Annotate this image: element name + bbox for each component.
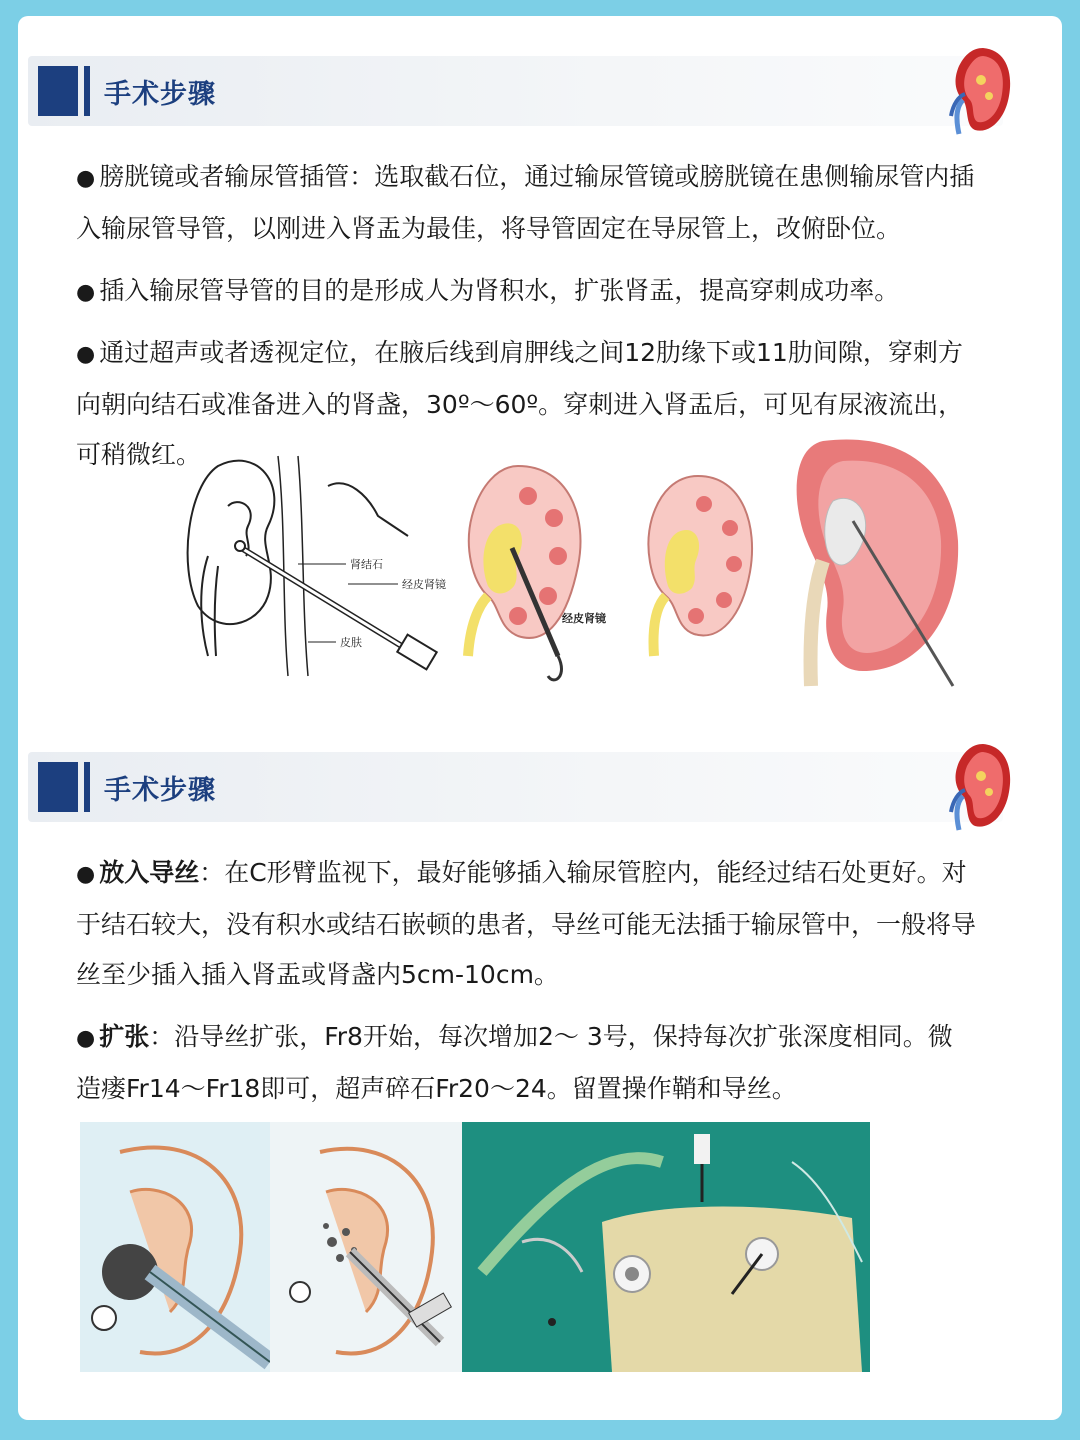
label-nephroscope: 经皮肾镜 — [402, 578, 446, 591]
bullet-icon: ● — [76, 862, 96, 887]
kidney-diagram-pair — [458, 456, 758, 686]
bullet-icon: ● — [76, 280, 96, 305]
header-block — [38, 762, 78, 812]
header-block — [38, 66, 78, 116]
item-dilation — [76, 1012, 976, 1114]
operation-photo — [462, 1122, 870, 1372]
paragraph-1 — [76, 152, 976, 254]
bullet-icon: ● — [76, 342, 96, 367]
item-guidewire — [76, 848, 976, 1000]
label-nephroscope-2: 经皮肾镜 — [562, 612, 606, 625]
item-keyword: 扩张 — [99, 1022, 150, 1051]
bullet-icon: ● — [76, 1026, 96, 1051]
paragraph-text: 通过超声或者透视定位，在腋后线到肩胛线之间12肋缘下或11肋间隙，穿刺方向朝向结石或准备进入的肾盏，30º～60º。穿刺进入肾盂后，可见有尿液流出，可稍微红。 — [76, 338, 964, 469]
dilation-diagram-1 — [80, 1122, 270, 1372]
puncture-diagram — [178, 446, 446, 676]
item-text: ：沿导丝扩张，Fr8开始，每次增加2～ 3号，保持每次扩张深度相同。微造瘘Fr14～Fr18即可，超声碎石Fr20～24。留置操作鞘和导丝。 — [76, 1022, 953, 1103]
section-title: 手术步骤 — [104, 775, 216, 806]
header-bar — [84, 66, 90, 116]
bullet-icon: ● — [76, 166, 96, 191]
kidney-icon — [945, 44, 1015, 136]
paragraph-2 — [76, 266, 976, 318]
section-title: 手术步骤 — [104, 79, 216, 110]
page — [18, 16, 1062, 1420]
item-keyword: 放入导丝 — [99, 858, 200, 887]
kidney-section-illustration — [783, 431, 963, 691]
header-bar — [84, 762, 90, 812]
dilation-diagram-2 — [270, 1122, 462, 1372]
label-stone: 肾结石 — [350, 558, 383, 571]
section-header-1 — [28, 56, 1003, 126]
paragraph-text: 膀胱镜或者输尿管插管：选取截石位，通过输尿管镜或膀胱镜在患侧输尿管内插入输尿管导管，以刚进入肾盂为最佳，将导管固定在导尿管上，改俯卧位。 — [76, 162, 975, 243]
kidney-icon — [945, 740, 1015, 832]
paragraph-text: 插入输尿管导管的目的是形成人为肾积水，扩张肾盂，提高穿刺成功率。 — [99, 276, 900, 305]
label-skin: 皮肤 — [340, 636, 362, 649]
section-header-2 — [28, 752, 1003, 822]
item-text: ：在C形臂监视下，最好能够插入输尿管腔内，能经过结石处更好。对于结石较大，没有积水或结石嵌顿的患者，导丝可能无法插于输尿管中，一般将导丝至少插入插入肾盂或肾盏内5cm-10cm。 — [76, 858, 977, 989]
